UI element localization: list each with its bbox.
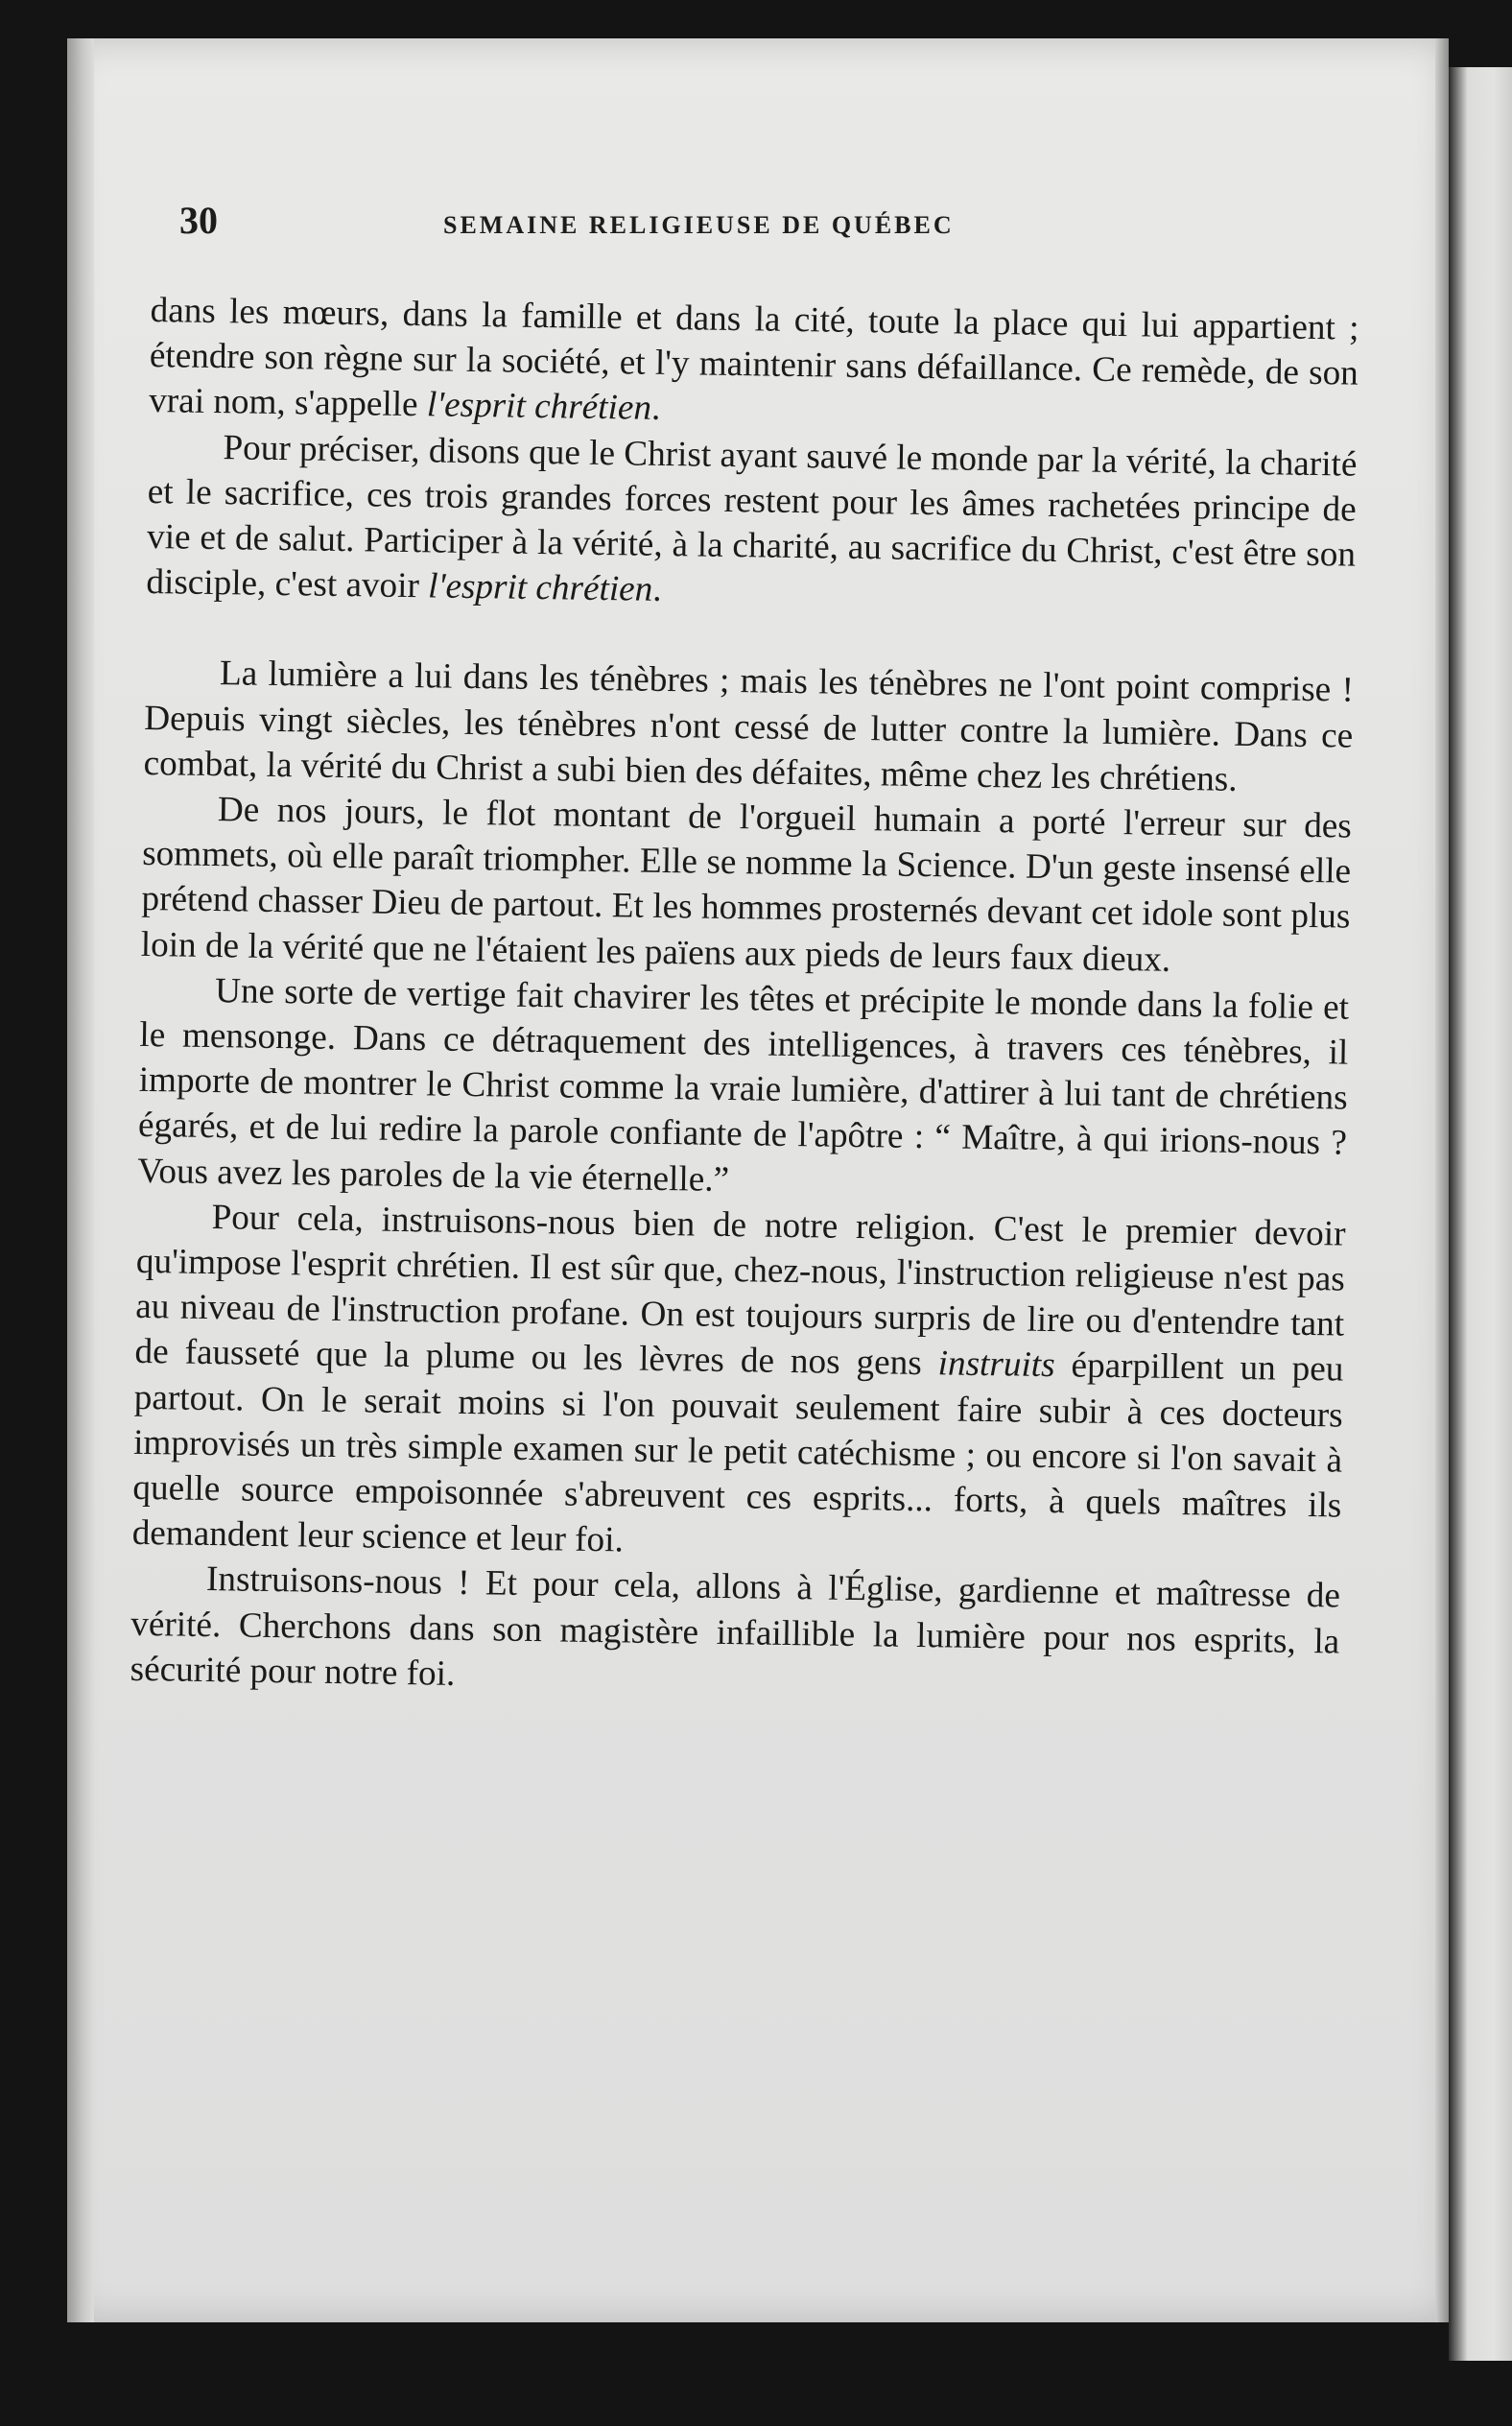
paragraph-2-end: . (652, 570, 662, 610)
paragraph-1 (149, 288, 1359, 441)
page-number: 30 (179, 199, 218, 242)
paragraph-1-end: . (650, 389, 661, 429)
paragraph-6-end: éparpillent un peu partout. On le serait moins si l'on pouvait seulement faire subir à ces docteurs improvisés un très simple examen sur le petit catéchisme ; ou encore si l'on savait à quelle source empoisonnée s'abreuvent ces esprits... forts, à quels maîtres ils demandent leur science et leur foi. (131, 1345, 1344, 1560)
adjacent-page-edge (1449, 67, 1512, 2361)
paragraph-3: La lumière a lui dans les ténèbres ; mais les ténèbres ne l'ont point comprise ! Depuis vingt siècles, les ténèbres n'ont cessé de lutter contre la lumière. Dans ce combat, la vérité du Christ a subi bien des défaites, même chez les chrétiens. (143, 654, 1355, 799)
paragraph-5: Une sorte de vertige fait chavirer les têtes et précipite le monde dans la folie et le mensonge. Dans ce détraquement des intelligences, à travers ces ténèbres, il importe de montrer le Christ comme la vraie lumière, d'attirer à lui tant de chrétiens égarés, et de lui redire la parole confiante de l'apôtre : “ Maître, à qui irions-nous ? Vous avez les paroles de la vie éternelle.” (137, 970, 1350, 1200)
paragraph-6 (131, 1194, 1345, 1574)
paragraph-2 (146, 424, 1358, 623)
paragraph-2-text: Pour préciser, disons que le Christ ayant sauvé le monde par la vérité, la charité et le sacrifice, ces trois grandes forces restent pour les âmes rachetées principe de vie et de salut. Participer à la vérité, à la charité, au sacrifice du Christ, c'est être son disciple, c'est avoir (146, 427, 1358, 606)
paragraph-6-italic: instruits (937, 1344, 1055, 1386)
paragraph-1-italic: l'esprit chrétien (426, 385, 652, 429)
paragraph-2-italic: l'esprit chrétien (427, 566, 653, 610)
running-head: SEMAINE RELIGIEUSE DE QUÉBEC (443, 211, 955, 239)
paragraph-4: De nos jours, le flot montant de l'orgueil humain a porté l'erreur sur des sommets, où elle paraît triompher. Elle se nomme la Science. D'un geste insensé elle prétend chasser Dieu de partout. Et les hommes prosternés devant cet idole sont plus loin de la vérité que ne l'étaient les païens aux pieds de leurs faux dieux. (140, 790, 1353, 980)
page-edge-shadow (1435, 38, 1449, 2322)
paragraph-7: Instruisons-nous ! Et pour cela, allons à l'Église, gardienne et maîtresse de vérité. Cherchons dans son magistère infaillible la lumière pour nos esprits, la sécurité pour notre foi. (130, 1559, 1341, 1694)
paragraph-6-text: Pour cela, instruisons-nous bien de notre religion. C'est le premier devoir qu'impose l'esprit chrétien. Il est sûr que, chez-nous, l'instruction religieuse n'est pas au niveau de l'instruction profane. On est toujours surpris de lire ou d'entendre tant de fausseté que la plume ou les lèvres de nos gens (134, 1197, 1346, 1384)
page-gutter-shadow (67, 38, 94, 2322)
body-text (130, 288, 1359, 1710)
paragraph-1-text: dans les mœurs, dans la famille et dans la cité, toute la place qui lui appartient ; étendre son règne sur la société, et l'y maintenir sans défaillance. Ce remède, de son vrai nom, s'appelle (148, 290, 1359, 425)
page-header (179, 198, 1100, 255)
